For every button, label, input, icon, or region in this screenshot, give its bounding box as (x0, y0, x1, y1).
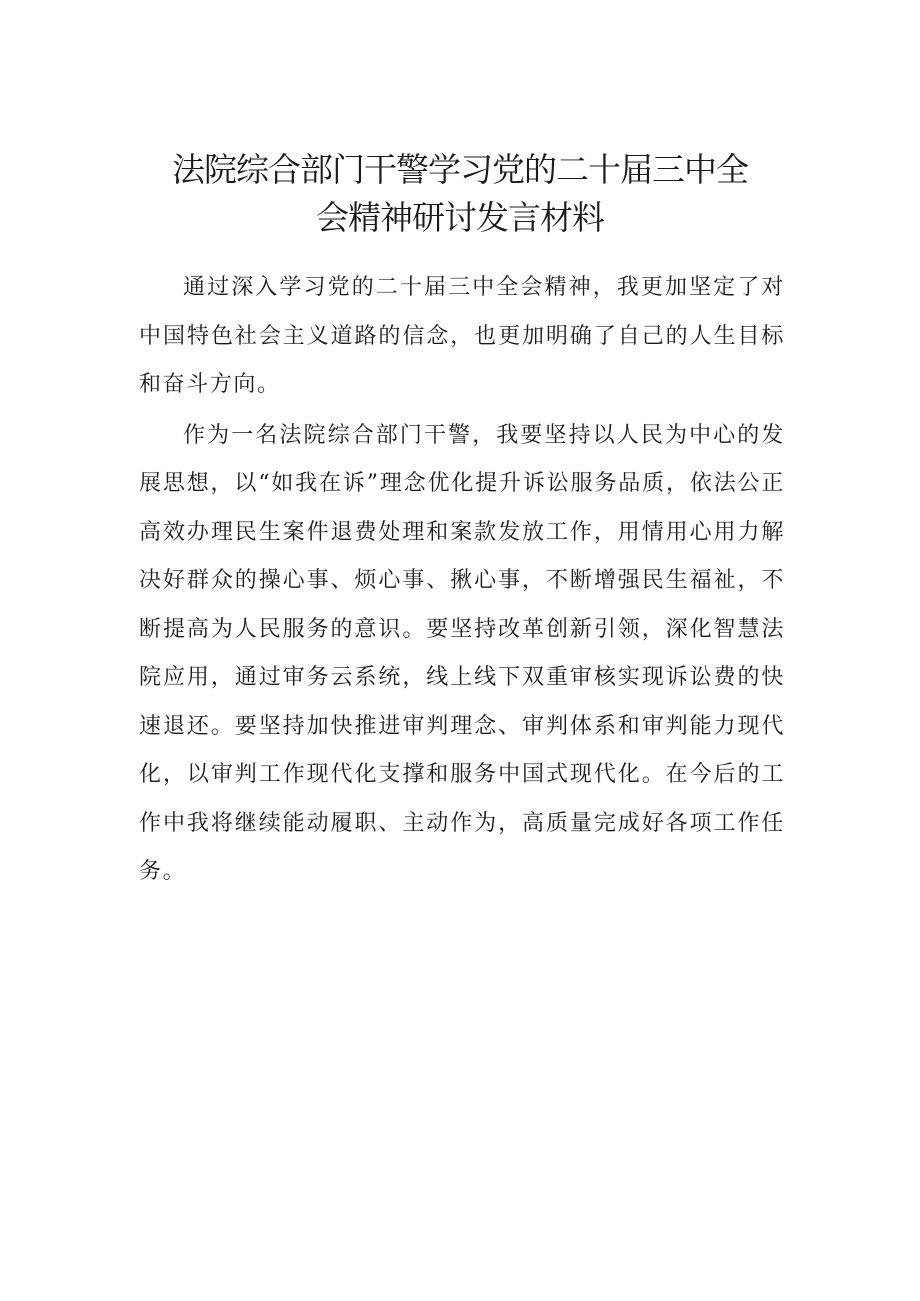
title-line-1: 法院综合部门干警学习党的二十届三中全 (172, 150, 748, 189)
paragraph-1: 通过深入学习党的二十届三中全会精神，我更加坚定了对中国特色社会主义道路的信念，也更加明确了自己的人生目标和奋斗方向。 (139, 275, 785, 397)
document-body (139, 264, 785, 899)
paragraph-2: 作为一名法院综合部门干警，我要坚持以人民为中心的发展思想，以“如我在诉”理念优化提升诉讼服务品质，依法公正高效办理民生案件退费处理和案款发放工作，用情用心用力解决好群众的操心事、烦心事、揪心事，不断增强民生福祉，不断提高为人民服务的意识。要坚持改革创新引领，深化智慧法院应用，通过审务云系统，线上线下双重审核实现诉讼费的快速退还。要坚持加快推进审判理念、审判体系和审判能力现代化，以审判工作现代化支撑和服务中国式现代化。在今后的工作中我将继续能动履职、主动作为，高质量完成好各项工作任务。 (139, 422, 785, 884)
title-line-2: 会精神研讨发言材料 (316, 198, 604, 237)
document-title (120, 146, 800, 242)
